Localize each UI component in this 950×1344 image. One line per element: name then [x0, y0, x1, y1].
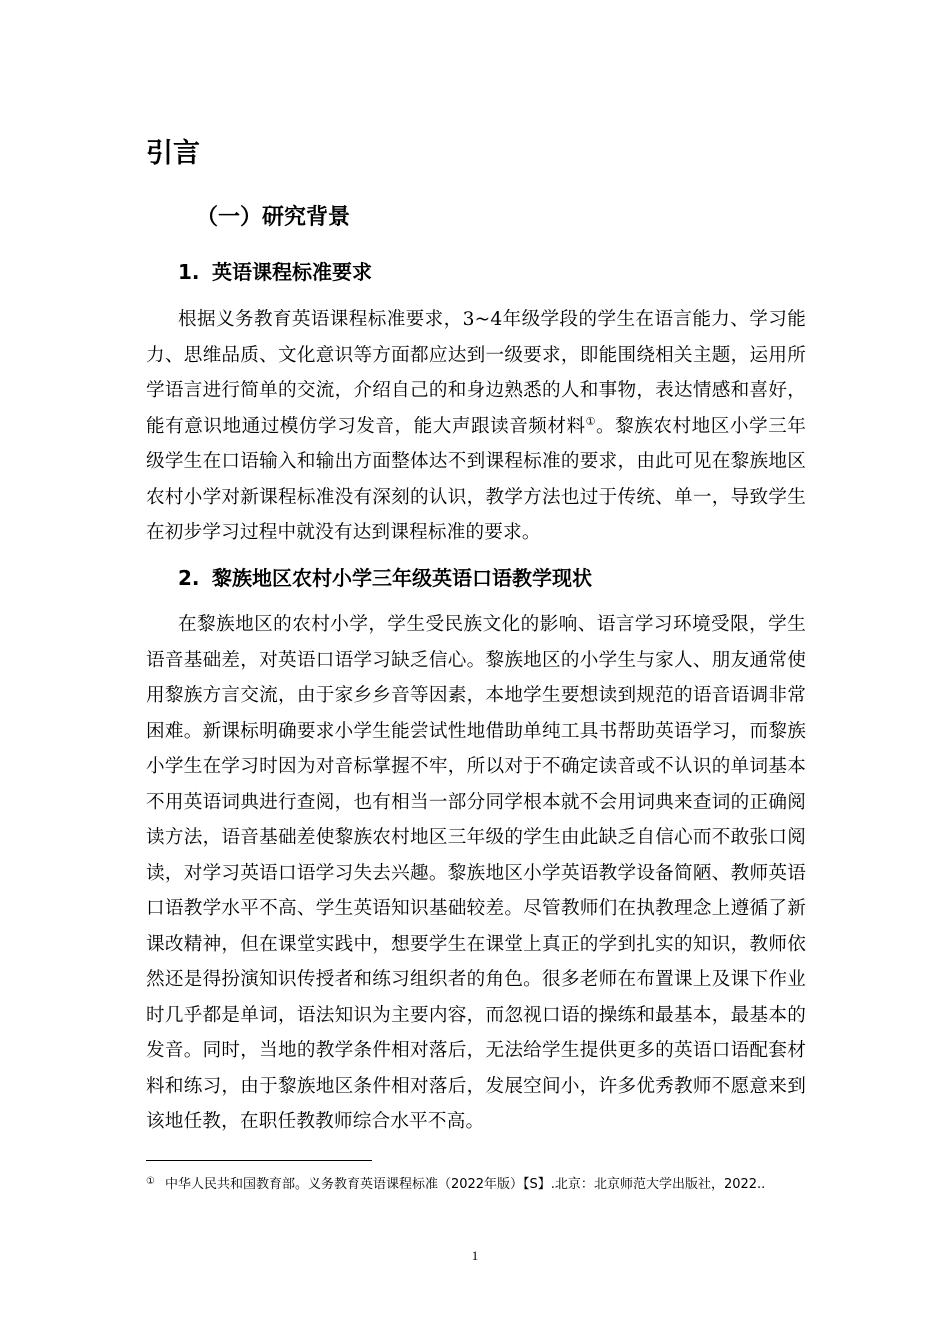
- footnote-mark: ①: [146, 1176, 155, 1187]
- subsection-heading-1: [178, 257, 372, 287]
- section-title: （一）研究背景: [196, 205, 351, 230]
- paragraph-teaching-status: 在黎族地区的农村小学，学生受民族文化的影响、语言学习环境受限，学生语音基础差，对英语口语学习缺乏信心。黎族地区的小学生与家人、朋友通常使用黎族方言交流，由于家乡乡音等因素，本地学生要想读到规范的语音语调非常困难。新课标明确要求小学生能尝试性地借助单纯工具书帮助英语学习，而黎族小学生在学习时因为对音标掌握不牢，所以对于不确定读音或不认识的单词基本不用英语词典进行查阅，也有相当一部分同学根本就不会用词典来查词的正确阅读方法，语音基础差使黎族农村地区三年级的学生由此缺乏自信心而不敢张口阅读，对学习英语口语学习失去兴趣。黎族地区小学英语教学设备简陋、教师英语口语教学水平不高、学生英语知识基础较差。尽管教师们在执教理念上遵循了新课改精神，但在课堂实践中，想要学生在课堂上真正的学到扎实的知识，教师依然还是得扮演知识传授者和练习组织者的角色。很多老师在布置课上及课下作业时几乎都是单词，语法知识为主要内容，而忽视口语的操练和最基本，最基本的发音。同时，当地的教学条件相对落后，无法给学生提供更多的英语口语配套材料和练习，由于黎族地区条件相对落后，发展空间小，许多优秀教师不愿意来到该地任教，在职任教教师综合水平不高。: [146, 614, 806, 1132]
- paragraph-text: 根据义务教育英语课程标准要求，3~4年级学段的学生在语言能力、学习能力、思维品质、文化意识等方面都应达到一级要求，即能围绕相关主题，运用所学语言进行简单的交流，介绍自己的和身边熟悉的人和事物，表达情感和喜好，能有意识地通过模仿学习发音，能大声跟读音频材料: [146, 309, 806, 437]
- subsection-heading-2: [178, 563, 592, 593]
- page-number: 1: [471, 1248, 479, 1263]
- footnote: [146, 1169, 806, 1197]
- subsection-title: 英语课程标准要求: [212, 260, 372, 284]
- subsection-title: 黎族地区农村小学三年级英语口语教学现状: [212, 566, 592, 590]
- paragraph-curriculum-standard: [146, 302, 806, 551]
- footnote-separator: [146, 1160, 372, 1161]
- chapter-title: 引言: [146, 138, 200, 169]
- footnote-text: 中华人民共和国教育部。义务教育英语课程标准（2022年版）【S】.北京：北京师范大学出版社，2022..: [164, 1177, 766, 1192]
- subsection-number: 2.: [178, 566, 200, 590]
- footnote-reference[interactable]: ①: [585, 414, 597, 428]
- subsection-number: 1.: [178, 260, 200, 284]
- paragraph-text-continued: 。黎族农村地区小学三年级学生在口语输入和输出方面整体达不到课程标准的要求，由此可见在黎族地区农村小学对新课程标准没有深刻的认识，教学方法也过于传统、单一，导致学生在初步学习过程中就没有达到课程标准的要求。: [146, 415, 806, 543]
